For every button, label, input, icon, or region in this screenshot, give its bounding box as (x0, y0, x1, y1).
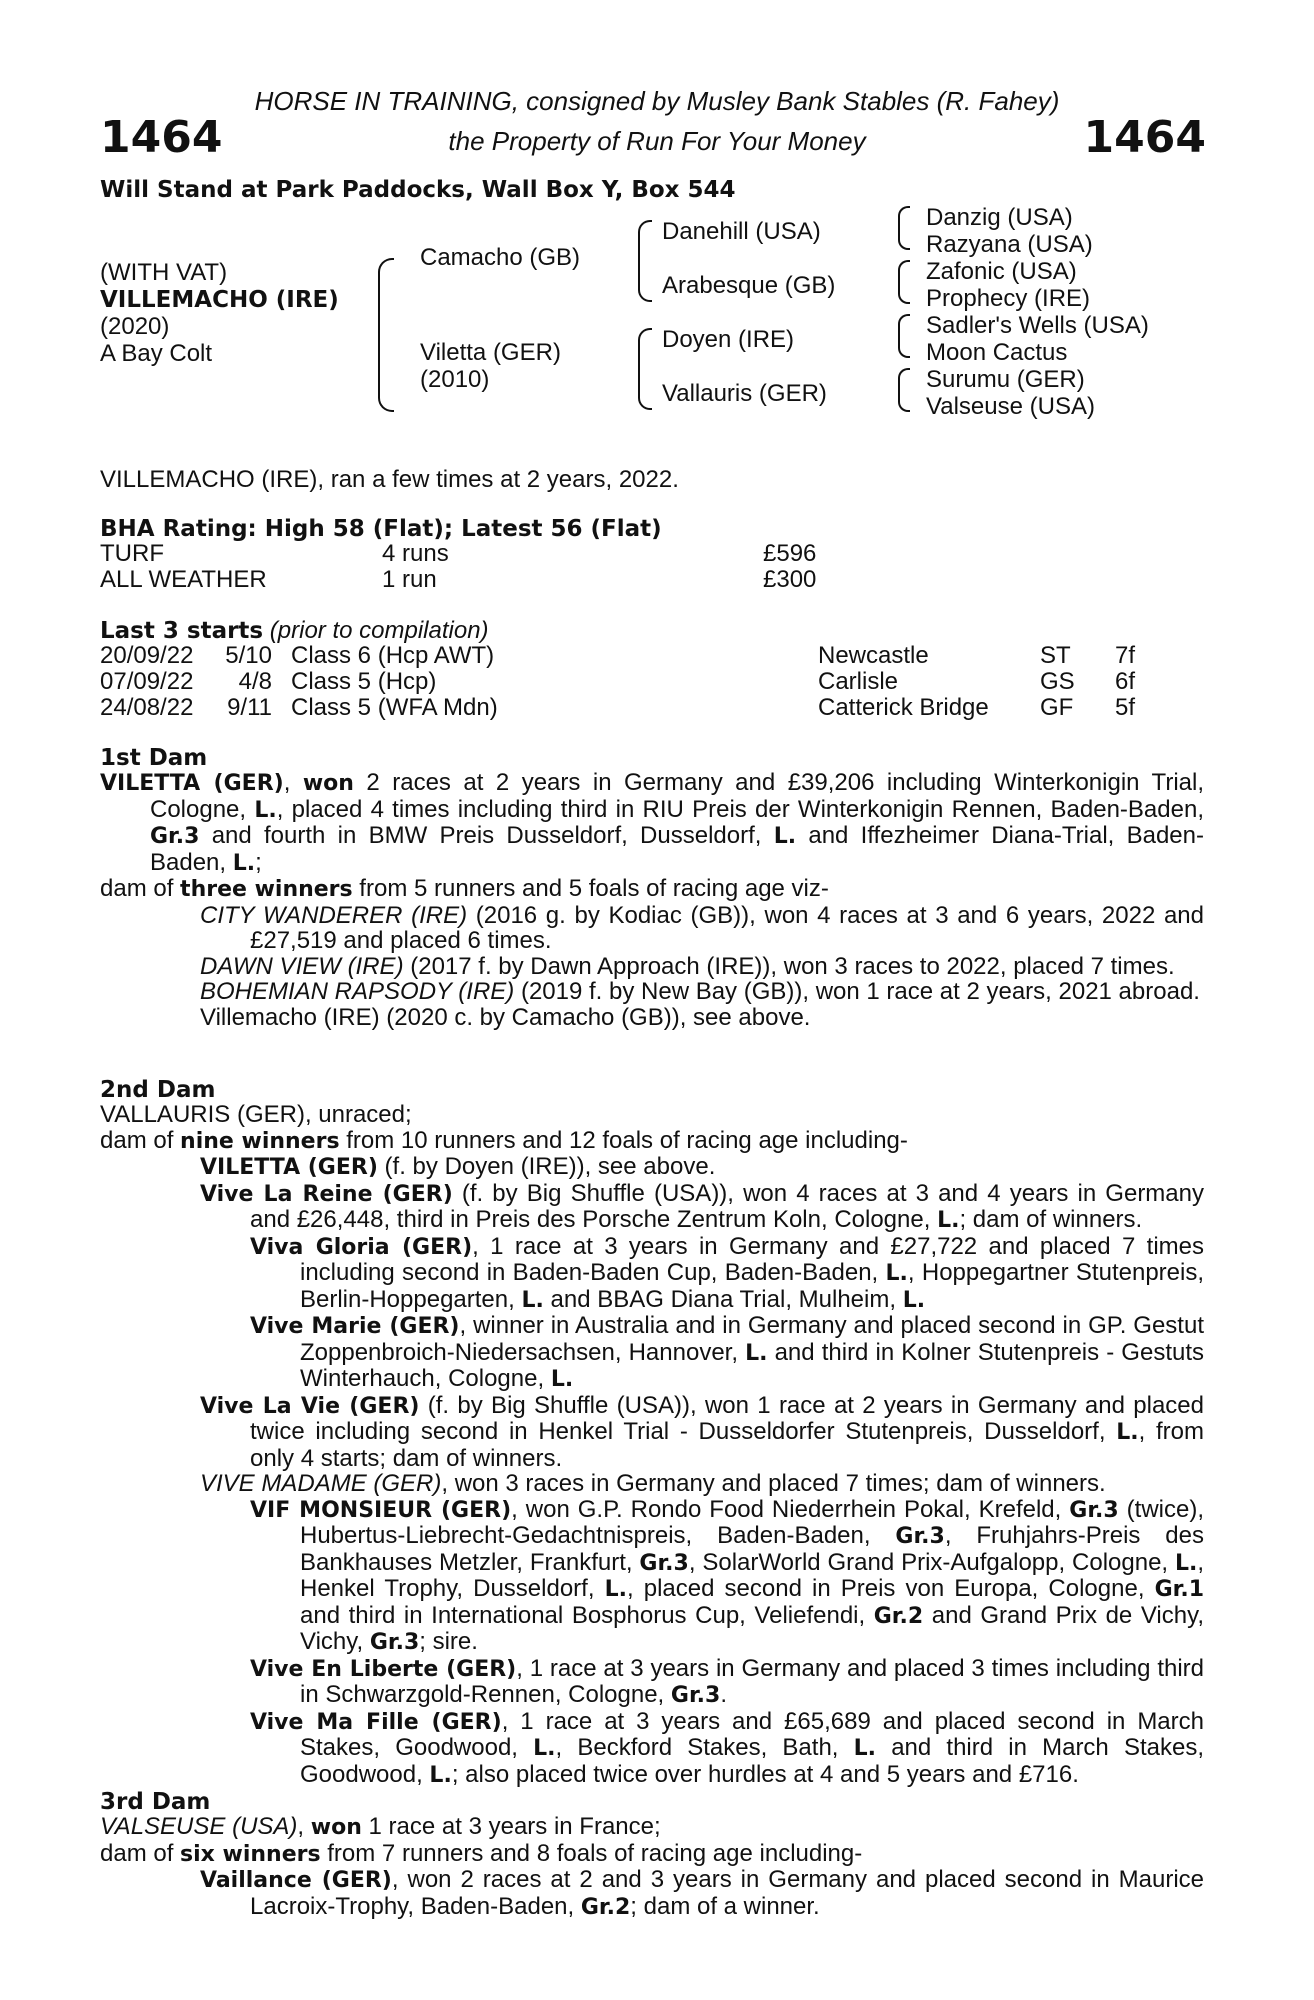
lot-number-right: 1464 (1083, 112, 1206, 163)
listed-label: L. (1116, 1420, 1139, 1445)
vat-note: (WITH VAT) (100, 259, 228, 286)
won-label: won (302, 771, 354, 796)
record-text: and third in Kolner Stutenpreis - Gestuts Winterhauch, Cologne, (300, 1338, 1204, 1392)
record-text: and fourth in BMW Preis Dusseldorf, Dusseldorf, (199, 822, 774, 849)
record-text: 1 race at 3 years in France; (361, 1813, 661, 1840)
record-text: , 1 race at 3 years in Germany and placed 3 times including third in Schwarzgold-Rennen, Cologne, (300, 1654, 1205, 1708)
start-class: Class 5 (Hcp) (291, 668, 437, 695)
first-dam-produce-summary (100, 876, 1204, 903)
record-text: , won 2 races at 2 and 3 years in Germany and placed second in Maurice Lacroix-Trophy, Baden-Baden, (250, 1866, 1205, 1920)
horse-name: VILLEMACHO (IRE) (100, 287, 339, 313)
group-label: Gr.3 (639, 1550, 689, 1576)
start-class: Class 6 (Hcp AWT) (291, 642, 495, 669)
record-text: , 1 race at 3 years in Germany and £27,722 and placed 7 times including second in Baden-Baden Cup, Baden-Baden, (300, 1232, 1204, 1286)
produce-item (100, 1497, 1204, 1656)
first-dam-section (100, 770, 1204, 1030)
group-label: Gr.1 (1154, 1577, 1205, 1602)
first-dam-heading: 1st Dam (100, 745, 208, 771)
third-dam-produce-summary (100, 1841, 1204, 1868)
produce-name: DAWN VIEW (IRE) (200, 952, 404, 980)
start-course: Catterick Bridge (818, 694, 989, 721)
record-text: , 1 race at 3 years and £65,689 and placed second in March Stakes, Goodwood, (300, 1707, 1204, 1761)
group-label: Gr.3 (1069, 1497, 1119, 1523)
pedigree-sdd: Prophecy (IRE) (926, 285, 1091, 312)
produce-name: Vive La Vie (GER) (200, 1393, 420, 1419)
pedigree-brace-g3 (898, 314, 910, 358)
produce-item (100, 1313, 1204, 1393)
record-text: ; also placed twice over hurdles at 4 and 5 years and £716. (451, 1760, 1079, 1788)
pedigree-dam: Viletta (GER) (420, 339, 561, 366)
pedigree-sire: Camacho (GB) (420, 244, 581, 271)
start-distance: 5f (1115, 694, 1136, 721)
record-text: dam of (100, 1126, 181, 1154)
second-dam-heading: 2nd Dam (100, 1077, 216, 1103)
record-text: . (720, 1681, 727, 1708)
record-text: , placed second in Preis von Europa, Cologne, (626, 1575, 1155, 1602)
record-text: ; dam of a winner. (630, 1892, 820, 1920)
record-text: and Iffezheimer Diana-Trial, Baden-Baden, (150, 822, 1204, 876)
produce-name: Vive La Reine (GER) (200, 1181, 453, 1207)
rating-runs-2: 1 run (382, 566, 437, 593)
third-dam-record: VALSEUSE (USA), won 1 race at 3 years in France; (100, 1813, 661, 1840)
rating-surface-1: TURF (100, 540, 164, 567)
listed-label: L. (773, 824, 797, 849)
record-text: and third in March Stakes, Goodwood, (300, 1734, 1204, 1788)
group-label: Gr.2 (873, 1603, 924, 1629)
winners-count: three winners (180, 877, 353, 902)
stand-location: Will Stand at Park Paddocks, Wall Box Y, Box 544 (100, 177, 736, 203)
pedigree-brace-main (378, 258, 394, 412)
record-text: 2 races at 2 years in Germany and £39,206 including Winterkonigin Trial, Cologne, (150, 769, 1204, 823)
pedigree-brace-g1 (898, 206, 910, 250)
pedigree-brace-g4 (898, 368, 910, 412)
produce-name: CITY WANDERER (IRE) (200, 901, 468, 929)
record-text: , placed 4 times including third in RIU Preis der Winterkonigin Rennen, Baden-Baden, (276, 795, 1204, 823)
produce-item (100, 954, 1204, 980)
listed-label: L. (232, 850, 256, 876)
start-course: Newcastle (818, 642, 929, 669)
pedigree-brace-dam (638, 328, 652, 410)
dam-name: VALSEUSE (USA) (100, 1813, 298, 1840)
produce-item (100, 1393, 1204, 1472)
pedigree-brace-sire (638, 220, 652, 302)
winners-count: six winners (180, 1841, 321, 1867)
rating-earnings-1: £596 (763, 540, 817, 567)
pedigree-dam-year: (2010) (420, 366, 490, 393)
produce-name: BOHEMIAN RAPSODY (IRE) (200, 978, 515, 1005)
start-going: GF (1040, 694, 1074, 721)
record-text: , won G.P. Rondo Food Niederrhein Pokal, Krefeld, (511, 1495, 1070, 1523)
listed-label: L. (1174, 1550, 1198, 1576)
produce-name: Villemacho (IRE) (2020 c. by Camacho (GB)), see above. (200, 1003, 811, 1031)
listed-label: L. (853, 1736, 877, 1761)
start-distance: 7f (1115, 642, 1136, 669)
record-text: , winner in Australia and in Germany and placed second in GP. Gestut Zoppenbroich-Niedersachsen, Hannover, (300, 1312, 1204, 1366)
start-position: 5/10 (225, 642, 272, 669)
second-dam-produce-summary (100, 1128, 1204, 1155)
group-label: Gr.3 (369, 1630, 420, 1655)
start-going: ST (1040, 642, 1071, 669)
rating-surface-2: ALL WEATHER (100, 566, 267, 593)
listed-label: L. (254, 797, 277, 823)
record-text: dam of (100, 875, 181, 902)
produce-name: Vive En Liberte (GER) (250, 1656, 517, 1682)
horse-year: (2020) (100, 313, 170, 340)
pedigree-ddd: Valseuse (USA) (926, 393, 1095, 420)
start-date: 20/09/22 (100, 642, 194, 669)
pedigree-dam-sire: Doyen (IRE) (662, 326, 795, 353)
produce-item (100, 1867, 1204, 1920)
record-text: , Hoppegartner Stutenpreis, Berlin-Hoppegarten, (300, 1259, 1204, 1313)
record-text: (2016 g. by Kodiac (GB)), won 4 races at 3 and 6 years, 2022 and £27,519 and placed 6 times. (250, 901, 1204, 954)
listed-label: L. (937, 1208, 960, 1233)
produce-item (100, 1709, 1204, 1789)
second-dam-section (100, 1102, 1204, 1788)
start-position: 4/8 (238, 668, 272, 695)
record-text: and BBAG Diana Trial, Mulheim, (543, 1285, 903, 1313)
start-date: 24/08/22 (100, 694, 194, 721)
record-text: from 5 runners and 5 foals of racing age viz- (352, 875, 829, 902)
produce-item (100, 979, 1204, 1005)
start-course: Carlisle (818, 668, 899, 695)
start-date: 07/09/22 (100, 668, 194, 695)
produce-item (100, 1656, 1204, 1709)
last-starts-heading (100, 618, 489, 644)
group-label: Gr.3 (895, 1524, 945, 1549)
produce-name: Vive Ma Fille (GER) (250, 1709, 502, 1735)
record-text: and Grand Prix de Vichy, Vichy, (300, 1601, 1204, 1655)
produce-item (100, 1471, 1204, 1497)
start-position: 9/11 (227, 694, 272, 721)
listed-label: L. (902, 1287, 926, 1313)
record-text: (f. by Doyen (IRE)), see above. (377, 1153, 716, 1180)
consignment-line: HORSE IN TRAINING, consigned by Musley Bank Stables (R. Fahey) (254, 86, 1060, 116)
listed-label: L. (745, 1340, 768, 1366)
record-text: ; sire. (419, 1628, 478, 1655)
record-text: ; dam of winners. (959, 1206, 1143, 1233)
produce-item (100, 1005, 1204, 1031)
record-text: , Henkel Trophy, Dusseldorf, (300, 1548, 1205, 1602)
record-text: (f. by Big Shuffle (USA)), won 4 races at 3 and 4 years in Germany and £26,448, third in Preis des Porsche Zentrum Koln, Cologne, (250, 1179, 1204, 1233)
record-text: from 10 runners and 12 foals of racing age including- (339, 1126, 908, 1154)
pedigree-dsd: Moon Cactus (926, 339, 1068, 366)
first-dam-record: VILETTA (GER), won 2 races at 2 years in Germany and £39,206 including Winterkonigin Trial, Cologne, L., placed 4 times including third in RIU Preis der Winterkonigin Rennen, Baden-Baden, Gr.3 and fourth in BMW Preis Dusseldorf, Dusseldorf, L. and Iffezheimer Diana-Trial, Baden-Baden, L.; (100, 769, 1204, 876)
group-label: Gr.2 (580, 1894, 631, 1920)
horse-description: A Bay Colt (100, 340, 213, 367)
won-label: won (310, 1815, 362, 1840)
listed-label: L. (429, 1762, 452, 1788)
start-class: Class 5 (WFA Mdn) (291, 694, 498, 721)
start-going: GS (1040, 668, 1075, 695)
produce-item (100, 1154, 1204, 1181)
second-dam-name: VALLAURIS (GER), unraced; (100, 1101, 412, 1128)
winners-count: nine winners (180, 1128, 340, 1154)
start-distance: 6f (1115, 668, 1136, 695)
listed-label: L. (604, 1577, 627, 1602)
pedigree-ssd: Razyana (USA) (926, 231, 1093, 258)
last-starts-note: (prior to compilation) (269, 617, 489, 644)
produce-name: Viva Gloria (GER) (250, 1234, 473, 1260)
produce-name: Vive Marie (GER) (250, 1314, 460, 1339)
produce-item (100, 1234, 1204, 1314)
record-text: , SolarWorld Grand Prix-Aufgalopp, Cologne, (688, 1548, 1175, 1576)
listed-label: L. (550, 1367, 574, 1392)
listed-label: L. (533, 1736, 556, 1761)
listed-label: L. (885, 1261, 908, 1286)
bha-rating: BHA Rating: High 58 (Flat); Latest 56 (Flat) (100, 516, 662, 542)
pedigree-sire-sire: Danehill (USA) (662, 218, 821, 245)
produce-name: VIVE MADAME (GER) (200, 1470, 442, 1497)
produce-item (100, 1181, 1204, 1234)
record-text: , Beckford Stakes, Bath, (555, 1734, 854, 1761)
dam-name: VILETTA (GER) (100, 771, 284, 796)
pedigree-dss: Sadler's Wells (USA) (926, 312, 1149, 339)
rating-runs-1: 4 runs (382, 540, 449, 567)
pedigree-dam-dam: Vallauris (GER) (662, 380, 827, 407)
property-line: the Property of Run For Your Money (448, 126, 866, 156)
record-text: and third in International Bosphorus Cup, Veliefendi, (300, 1601, 874, 1629)
record-text: ; (255, 848, 262, 876)
record-text: , Fruhjahrs-Preis des Bankhauses Metzler, Frankfurt, (300, 1522, 1204, 1576)
record-text: , from only 4 starts; dam of winners. (250, 1418, 1204, 1472)
produce-name: Vaillance (GER) (200, 1868, 392, 1893)
third-dam-section (100, 1814, 1204, 1920)
record-text: dam of (100, 1839, 181, 1867)
race-summary: VILLEMACHO (IRE), ran a few times at 2 years, 2022. (100, 466, 679, 493)
group-label: Gr.3 (150, 824, 200, 849)
record-text: (2019 f. by New Bay (GB)), won 1 race at 2 years, 2021 abroad. (514, 978, 1200, 1005)
listed-label: L. (521, 1287, 544, 1313)
record-text: (f. by Big Shuffle (USA)), won 1 race at 2 years in Germany and placed twice including second in Henkel Trial - Dusseldorfer Stutenpreis, Dusseldorf, (250, 1391, 1204, 1445)
produce-name: VIF MONSIEUR (GER) (250, 1497, 512, 1523)
record-text: , won 3 races in Germany and placed 7 times; dam of winners. (441, 1470, 1106, 1497)
rating-earnings-2: £300 (763, 566, 817, 593)
record-text: (twice), Hubertus-Liebrecht-Gedachtnispreis, Baden-Baden, (300, 1495, 1204, 1549)
record-text: from 7 runners and 8 foals of racing age including- (320, 1839, 863, 1867)
pedigree-sire-dam: Arabesque (GB) (662, 272, 836, 299)
produce-name: VILETTA (GER) (200, 1155, 378, 1180)
pedigree-brace-g2 (898, 260, 910, 304)
pedigree-sds: Zafonic (USA) (926, 258, 1077, 285)
pedigree-sss: Danzig (USA) (926, 204, 1073, 231)
lot-number-left: 1464 (100, 112, 223, 163)
last-starts-title: Last 3 starts (100, 618, 264, 644)
group-label: Gr.3 (670, 1683, 721, 1708)
produce-item (100, 903, 1204, 954)
third-dam-heading: 3rd Dam (100, 1789, 211, 1815)
record-text: (2017 f. by Dawn Approach (IRE)), won 3 races to 2022, placed 7 times. (403, 952, 1175, 980)
pedigree-dds: Surumu (GER) (926, 366, 1085, 393)
